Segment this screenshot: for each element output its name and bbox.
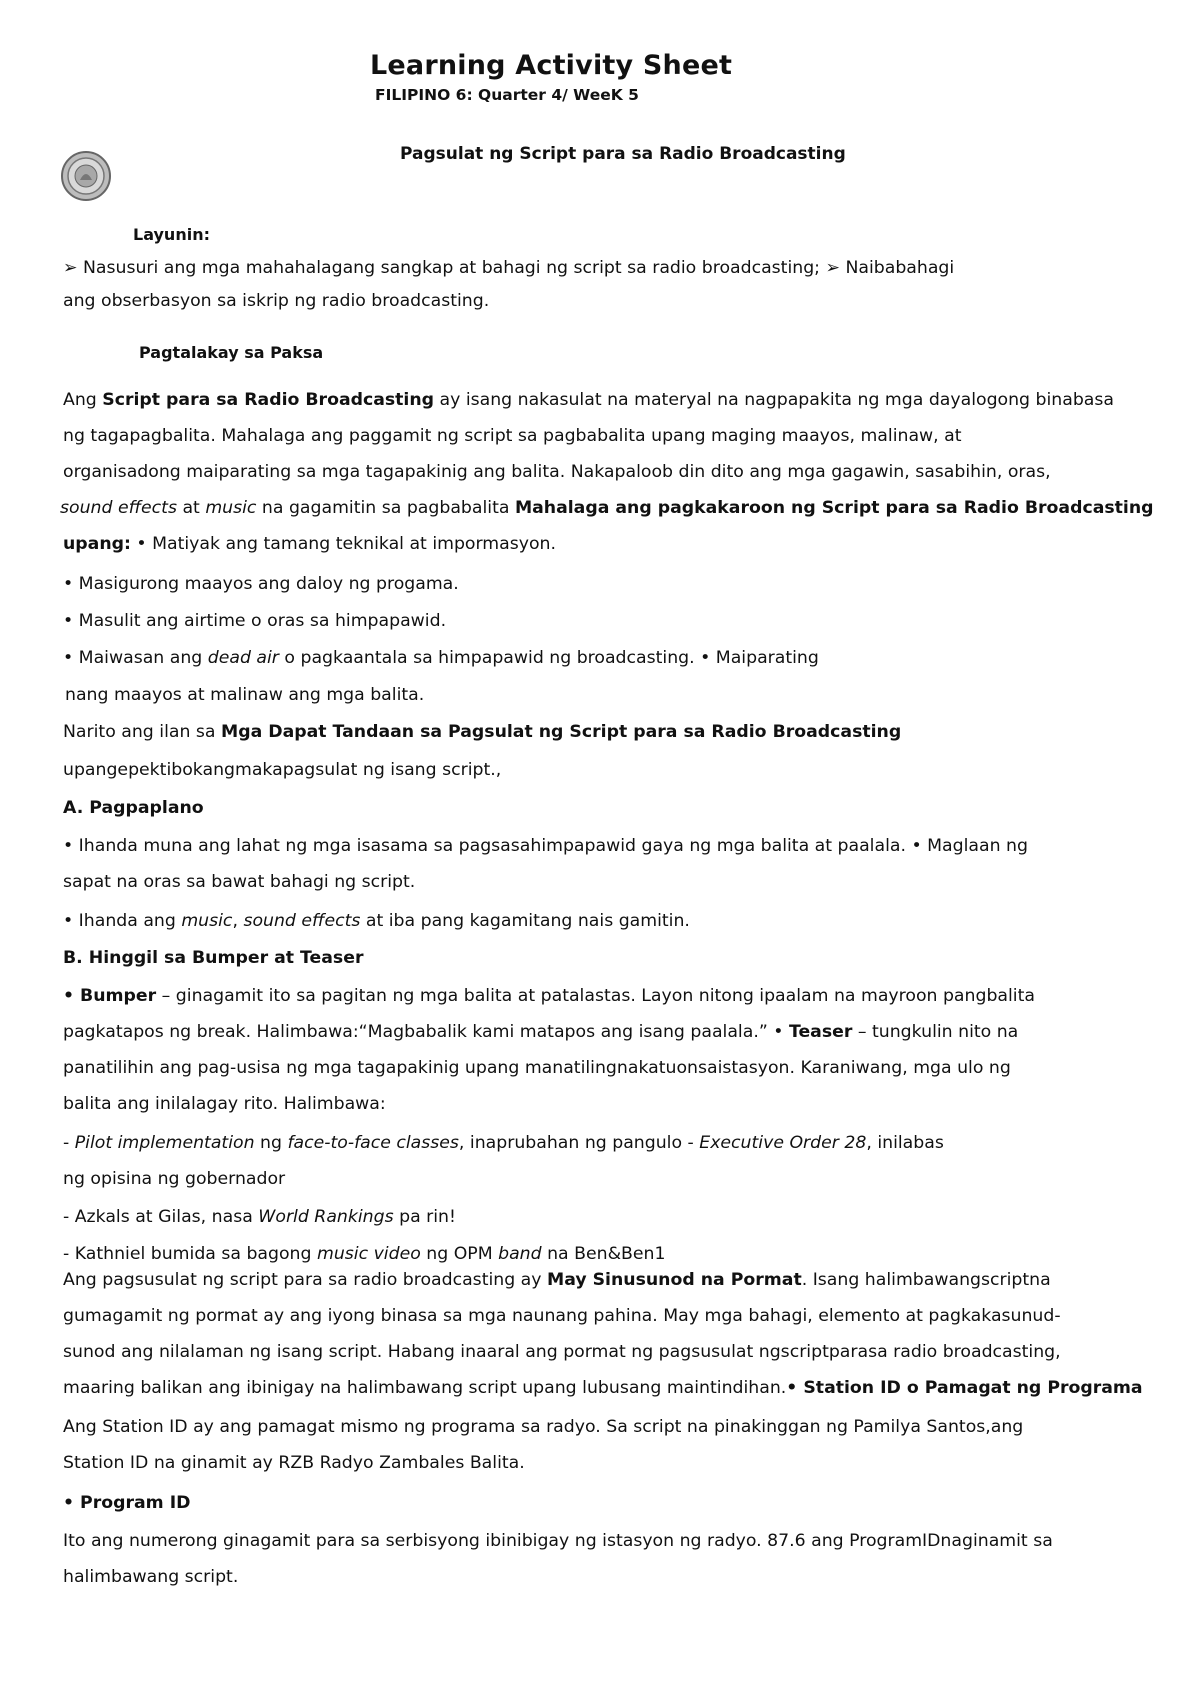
- page-subtitle: FILIPINO 6: Quarter 4/ WeeK 5: [375, 86, 639, 104]
- example-item: - Azkals at Gilas, nasa World Rankings pa rin!: [63, 1207, 456, 1227]
- example-item: ng opisina ng gobernador: [63, 1169, 286, 1189]
- bullet-item: • Masulit ang airtime o oras sa himpapawid.: [63, 611, 447, 631]
- paragraph-line: Ito ang numerong ginagamit para sa serbisyong ibinibigay ng istasyon ng radyo. 87.6 ang ProgramIDnaginamit sa: [63, 1531, 1053, 1551]
- paragraph-line: panatilihin ang pag-usisa ng mga tagapakinig upang manatilingnakatuonsaistasyon. Karaniwang, mga ulo ng: [63, 1058, 1011, 1078]
- example-item: - Kathniel bumida sa bagong music video ng OPM band na Ben&Ben1: [63, 1244, 666, 1264]
- pagtalakay-heading: Pagtalakay sa Paksa: [139, 343, 324, 362]
- bullet-item: • Masigurong maayos ang daloy ng progama.: [63, 574, 459, 594]
- program-id-heading: • Program ID: [63, 1493, 191, 1513]
- paragraph-line: Ang pagsusulat ng script para sa radio broadcasting ay May Sinusunod na Pormat. Isang halimbawangscriptna: [63, 1270, 1051, 1290]
- layunin-line: ang obserbasyon sa iskrip ng radio broadcasting.: [63, 291, 490, 311]
- section-a-heading: A. Pagpaplano: [63, 798, 204, 818]
- paragraph-line: balita ang inilalagay rito. Halimbawa:: [63, 1094, 386, 1114]
- paragraph-line: pagkatapos ng break. Halimbawa:“Magbabalik kami matapos ang isang paalala.” • Teaser – tungkulin nito na: [63, 1022, 1019, 1042]
- paragraph-line: upang: • Matiyak ang tamang teknikal at impormasyon.: [63, 534, 556, 554]
- layunin-line: ➢ Nasusuri ang mga mahahalagang sangkap at bahagi ng script sa radio broadcasting; ➢ Naibabahagi: [63, 258, 955, 278]
- bullet-item: sapat na oras sa bawat bahagi ng script.: [63, 872, 416, 892]
- paragraph-line: Ang Station ID ay ang pamagat mismo ng programa sa radyo. Sa script na pinakinggan ng Pamilya Santos,ang: [63, 1417, 1024, 1437]
- paragraph-line: Station ID na ginamit ay RZB Radyo Zambales Balita.: [63, 1453, 525, 1473]
- page-title: Learning Activity Sheet: [370, 50, 733, 81]
- paragraph-line: Narito ang ilan sa Mga Dapat Tandaan sa Pagsulat ng Script para sa Radio Broadcasting: [63, 722, 902, 742]
- paragraph-line: sound effects at music na gagamitin sa pagbabalita Mahalaga ang pagkakaroon ng Script para sa Radio Broadcasting: [60, 498, 1154, 518]
- layunin-heading: Layunin:: [133, 225, 210, 244]
- bullet-item: nang maayos at malinaw ang mga balita.: [65, 685, 425, 705]
- bullet-item: • Maiwasan ang dead air o pagkaantala sa himpapawid ng broadcasting. • Maiparating: [63, 648, 819, 668]
- paragraph-line: sunod ang nilalaman ng isang script. Habang inaaral ang pormat ng pagsusulat ngscriptparasa radio broadcasting,: [63, 1342, 1061, 1362]
- example-item: - Pilot implementation ng face-to-face classes, inaprubahan ng pangulo - Executive Order 28, inilabas: [63, 1133, 944, 1153]
- section-b-heading: B. Hinggil sa Bumper at Teaser: [63, 948, 364, 968]
- paragraph-line: maaring balikan ang ibinigay na halimbawang script upang lubusang maintindihan.• Station ID o Pamagat ng Programa: [63, 1378, 1143, 1398]
- paragraph-line: • Bumper – ginagamit ito sa pagitan ng mga balita at patalastas. Layon nitong ipaalam na mayroon pangbalita: [63, 986, 1035, 1006]
- topic-heading: Pagsulat ng Script para sa Radio Broadcasting: [400, 144, 846, 164]
- paragraph-line: upangepektibokangmakapagsulat ng isang script.,: [63, 760, 502, 780]
- paragraph-line: Ang Script para sa Radio Broadcasting ay isang nakasulat na materyal na nagpapakita ng mga dayalogong binabasa: [63, 390, 1114, 410]
- paragraph-line: organisadong maiparating sa mga tagapakinig ang balita. Nakapaloob din dito ang mga gagawin, sasabihin, oras,: [63, 462, 1051, 482]
- bullet-item: • Ihanda ang music, sound effects at iba pang kagamitang nais gamitin.: [63, 911, 690, 931]
- bullet-item: • Ihanda muna ang lahat ng mga isasama sa pagsasahimpapawid gaya ng mga balita at paalala. • Maglaan ng: [63, 836, 1028, 856]
- paragraph-line: gumagamit ng pormat ay ang iyong binasa sa mga naunang pahina. May mga bahagi, elemento at pagkakasunud-: [63, 1306, 1061, 1326]
- paragraph-line: ng tagapagbalita. Mahalaga ang paggamit ng script sa pagbabalita upang maging maayos, malinaw, at: [63, 426, 962, 446]
- deped-seal-icon: [60, 150, 112, 202]
- paragraph-line: halimbawang script.: [63, 1567, 239, 1587]
